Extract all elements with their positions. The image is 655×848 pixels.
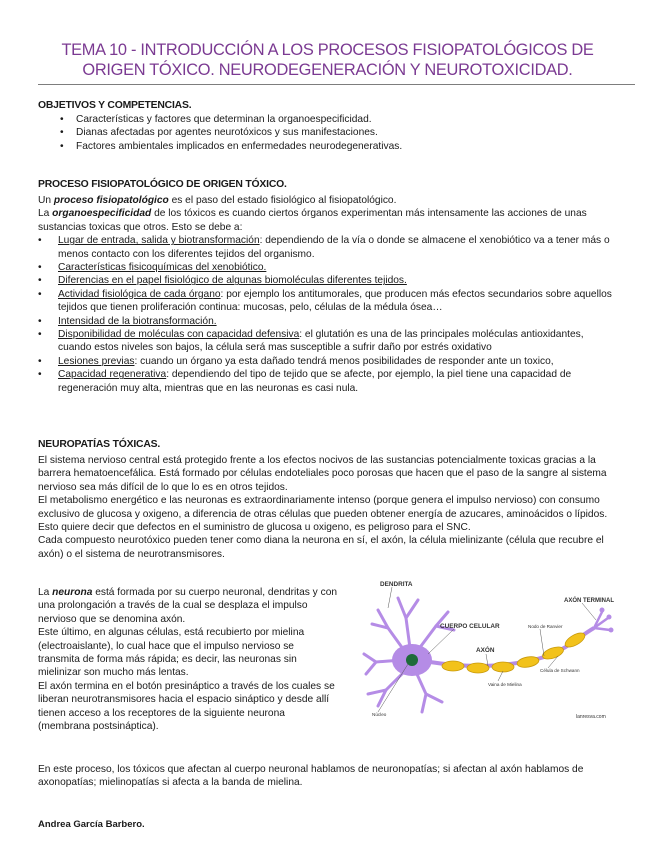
process-definition: Un proceso fisiopatológico es el paso del estado fisiológico al fisiopatológico. <box>38 195 397 206</box>
figure-credit: lanresva.com <box>576 714 606 720</box>
label-vaina: Vaina de Mielina <box>488 682 522 687</box>
label-nodo: Nodo de Ranvier <box>528 624 563 629</box>
objective-item: • Dianas afectadas por agentes neurotóxicos y sus manifestaciones. <box>38 126 618 139</box>
neuropathies-heading: NEUROPATÍAS TÓXICAS. <box>38 439 161 450</box>
factor-item: • Actividad fisiológica de cada órgano: por ejemplo los antitumorales, que producen más efectos secundarios sobre aquellos tejidos que tienen proliferación continua: mucosas, pelo, células de la médula ósea… <box>38 288 618 315</box>
factor-item: • Lugar de entrada, salida y biotransformación: dependiendo de la vía o donde se almacene el xenobiótico va a tener más o menos contacto con los diferentes tejidos del organismo. <box>38 234 618 261</box>
closing-section <box>38 763 618 790</box>
objective-item: • Características y factores que determinan la organoespecificidad. <box>38 113 618 126</box>
factor-item: • Diferencias en el papel fisiológico de algunas biomoléculas diferentes tejidos. <box>38 274 618 287</box>
label-axon: AXÓN <box>476 647 495 654</box>
term-neurona: neurona <box>52 587 93 598</box>
label-nucleo: Núcleo <box>372 712 387 717</box>
neuron-paragraph-3: El axón termina en el botón presináptico a través de los cuales se liberan neurotransmisores hacia el espacio sináptico y desde allí tienen acceso a los receptores de la siguiente neurona (membrana postsináptica). <box>38 680 335 733</box>
title-divider <box>38 84 635 85</box>
neuropathies-section <box>38 438 618 561</box>
factor-item: • Características fisicoquímicas del xenobiótico. <box>38 261 618 274</box>
neuron-description <box>38 586 338 733</box>
neuro-paragraph-2: El metabolismo energético e las neuronas es extraordinariamente intenso (porque genera el impulso nervioso) con consumo exclusivo de glucosa y oxigeno, a diferencia de otras células que pueden obtener energía de azucares, aminoácidos o lípidos. Esto quiere decir que defectos en el suministro de glucosa u oxigeno, es peligroso para el SNC. <box>38 495 608 534</box>
factors-list <box>38 234 618 395</box>
title-line-1: TEMA 10 - INTRODUCCIÓN A LOS PROCESOS FISIOPATOLÓGICOS DE <box>61 41 594 59</box>
title-line-2: ORIGEN TÓXICO. NEURODEGENERACIÓN Y NEUROTOXICIDAD. <box>82 61 573 79</box>
objectives-section <box>38 99 618 153</box>
label-dendrita: DENDRITA <box>380 581 413 588</box>
neuro-paragraph-3: Cada compuesto neurotóxico pueden tener como diana la neurona en sí, el axón, la célula mielinizante (célula que recubre el axón) o el sistema de neurotransmisores. <box>38 535 604 560</box>
objectives-list <box>38 113 618 153</box>
factor-item: • Disponibilidad de moléculas con capacidad defensiva: el glutatión es una de las principales moléculas antioxidantes, cuando estos niveles son bajos, la célula será mas susceptible a sufrir daño por estrés oxidativo <box>38 328 618 355</box>
factor-item: • Lesiones previas: cuando un órgano ya esta dañado tendrá menos posibilidades de responder ante un toxico, <box>38 355 618 368</box>
process-heading: PROCESO FISIOPATOLÓGICO DE ORIGEN TÓXICO. <box>38 179 287 190</box>
objectives-heading: OBJETIVOS Y COMPETENCIAS. <box>38 100 192 111</box>
myelin-sheath <box>442 630 587 673</box>
neuron-paragraph-2: Este último, en algunas células, está recubierto por mielina (electroaislante), lo cual hace que el impulso nervioso se transmita de forma más rápida; es decir, las neuronas sin mielinizar son mucho más lentas. <box>38 627 305 679</box>
label-axon-terminal: AXÓN TERMINAL <box>564 598 614 604</box>
footer-author: Andrea García Barbero. <box>38 819 145 830</box>
neuron-paragraph-1: La neurona está formada por su cuerpo neuronal, dendritas y con una prolongación a través de la cual se desplaza el impulso nervioso que se denomina axón. <box>38 587 338 625</box>
factor-item: • Intensidad de la biotransformación. <box>38 315 618 328</box>
label-schwann: Célula de Schwann <box>540 668 580 673</box>
closing-paragraph: En este proceso, los tóxicos que afectan al cuerpo neuronal hablamos de neuronopatías; si afectan al axón hablamos de axonopatías; mielinopatías si afecta a la banda de mielina. <box>38 764 584 789</box>
objective-item: • Factores ambientales implicados en enfermedades neurodegenerativas. <box>38 140 618 153</box>
process-section <box>38 178 618 395</box>
page-title <box>20 40 635 80</box>
factor-item: • Capacidad regenerativa: dependiendo del tipo de tejido que se afecte, por ejemplo, la piel tiene una capacidad de regeneración muy alta, mientras que en las neuronas es casi nula. <box>38 368 618 395</box>
neuron-diagram <box>358 578 618 720</box>
term-proceso: proceso fisiopatológico <box>53 195 169 206</box>
term-organoespecificidad: organoespecificidad <box>52 208 152 220</box>
axon-terminals <box>594 612 610 630</box>
organoespecificidad-paragraph: La organoespecificidad de los tóxicos es cuando ciertos órganos experimentan más intensamente las acciones de unas sustancias toxicas que otros. Esto se debe a: <box>38 208 587 233</box>
neuro-paragraph-1: El sistema nervioso central está protegido frente a los efectos nocivos de las sustancias potencialmente toxicas gracias a la barrera hematoencefálica. Está formado por células endoteliales poco porosas que hacen que el paso de la sangre al sistema nervioso sea más difícil de lo que lo es en otros tejidos. <box>38 455 607 493</box>
label-cuerpo: CUERPO CELULAR <box>440 623 500 630</box>
